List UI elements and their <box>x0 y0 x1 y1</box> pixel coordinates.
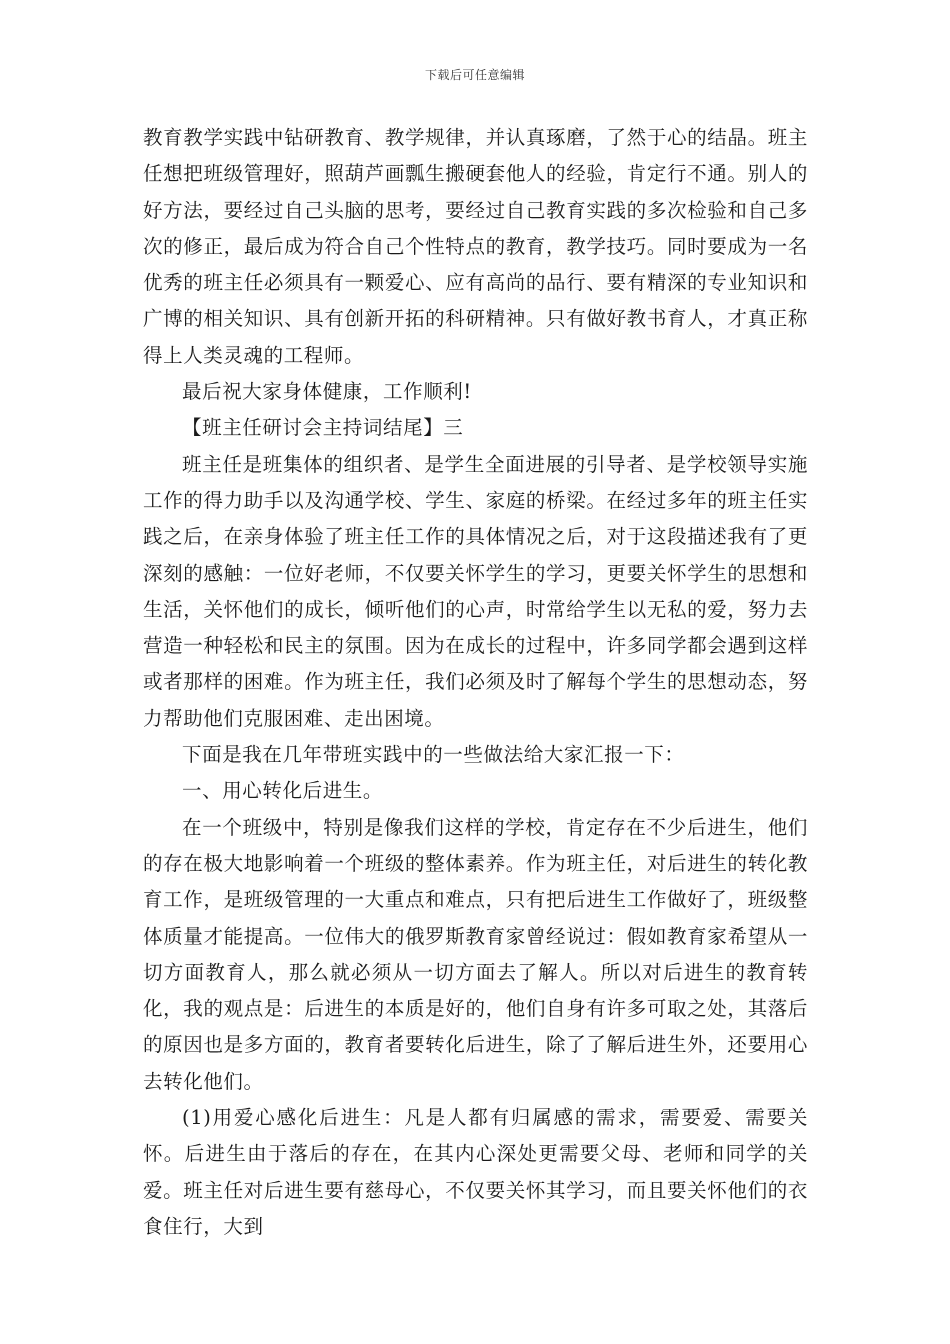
paragraph-closing-wish: 最后祝大家身体健康，工作顺利! <box>182 380 472 404</box>
document-body <box>143 120 808 1245</box>
section-title: 【班主任研讨会主持词结尾】三 <box>182 416 464 440</box>
paragraph-report-lead: 下面是我在几年带班实践中的一些做法给大家汇报一下： <box>182 743 685 767</box>
paragraph-backward-students: 在一个班级中，特别是像我们这样的学校，肯定存在不少后进生，他们的存在极大地影响着一个班级的整体素养。作为班主任，对后进生的转化教育工作，是班级管理的一大重点和难点，只有把后进生工作做好了，班级整体质量才能提高。一位伟大的俄罗斯教育家曾经说过：假如教育家希望从一切方面教育人，那么就必须从一切方面去了解人。所以对后进生的教育转化，我的观点是：后进生的本质是好的，他们自身有许多可取之处，其落后的原因也是多方面的，教育者要转化后进生，除了了解后进生外，还要用心去转化他们。 <box>143 815 808 1093</box>
page-header: 下载后可任意编辑 <box>424 68 525 82</box>
paragraph-love-method: (1)用爱心感化后进生：凡是人都有归属感的需求，需要爱、需要关怀。后进生由于落后的存在，在其内心深处更需要父母、老师和同学的关爱。班主任对后进生要有慈母心，不仅要关怀其学习，而且要关怀他们的衣食住行，大到 <box>143 1106 808 1238</box>
paragraph-intro: 班主任是班集体的组织者、是学生全面进展的引导者、是学校领导实施工作的得力助手以及沟通学校、学生、家庭的桥梁。在经过多年的班主任实践之后，在亲身体验了班主任工作的具体情况之后，对于这段描述我有了更深刻的感触：一位好老师，不仅要关怀学生的学习，更要关怀学生的思想和生活，关怀他们的成长，倾听他们的心声，时常给学生以无私的爱，努力去营造一种轻松和民主的氛围。因为在成长的过程中，许多同学都会遇到这样或者那样的困难。作为班主任，我们必须及时了解每个学生的思想动态，努力帮助他们克服困难、走出困境。 <box>143 452 808 730</box>
paragraph-continuation: 教育教学实践中钻研教育、教学规律，并认真琢磨，了然于心的结晶。班主任想把班级管理好，照葫芦画瓢生搬硬套他人的经验，肯定行不通。别人的好方法，要经过自己头脑的思考，要经过自己教育实践的多次检验和自己多次的修正，最后成为符合自己个性特点的教育，教学技巧。同时要成为一名优秀的班主任必须具有一颗爱心、应有高尚的品行、要有精深的专业知识和广博的相关知识、具有创新开拓的科研精神。只有做好教书育人，才真正称得上人类灵魂的工程师。 <box>143 126 808 367</box>
subheading-one: 一、用心转化后进生。 <box>182 779 384 803</box>
